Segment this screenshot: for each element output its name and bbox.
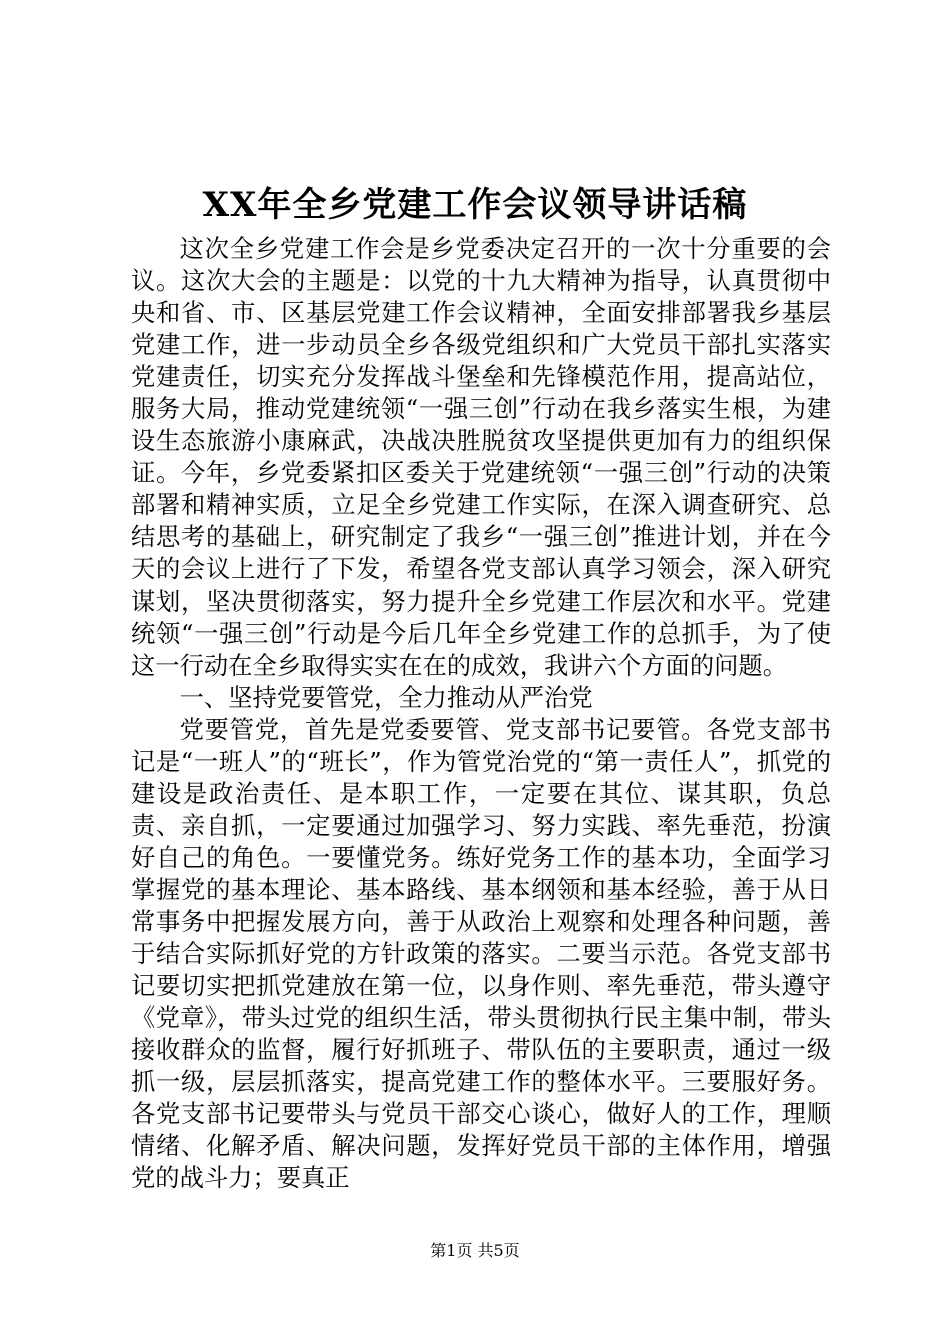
document-body	[131, 233, 831, 1194]
document-title: XX年全乡党建工作会议领导讲话稿	[202, 185, 748, 225]
section-heading-1: 一、坚持党要管党，全力推动从严治党	[179, 682, 593, 712]
paragraph-section-1: 党要管党，首先是党委要管、党支部书记要管。各党支部书记是“一班人”的“班长”，作为管党治党的“第一责任人”，抓党的建设是政治责任、是本职工作，一定要在其位、谋其职，负总责、亲自抓，一定要通过加强学习、努力实践、率先垂范，扮演好自己的角色。一要懂党务。练好党务工作的基本功，全面学习掌握党的基本理论、基本路线、基本纲领和基本经验，善于从日常事务中把握发展方向，善于从政治上观察和处理各种问题，善于结合实际抓好党的方针政策的落实。二要当示范。各党支部书记要切实把抓党建放在第一位，以身作则、率先垂范，带头遵守《党章》，带头过党的组织生活，带头贯彻执行民主集中制，带头接收群众的监督，履行好抓班子、带队伍的主要职责，通过一级抓一级，层层抓落实，提高党建工作的整体水平。三要服好务。各党支部书记要带头与党员干部交心谈心，做好人的工作，理顺情绪、化解矛盾、解决问题，发挥好党员干部的主体作用，增强党的战斗力；要真正	[131, 714, 831, 1193]
paragraph-intro: 这次全乡党建工作会是乡党委决定召开的一次十分重要的会议。这次大会的主题是：以党的十九大精神为指导，认真贯彻中央和省、市、区基层党建工作会议精神，全面安排部署我乡基层党建工作，进一步动员全乡各级党组织和广大党员干部扎实落实党建责任，切实充分发挥战斗堡垒和先锋模范作用，提高站位，服务大局，推动党建统领“一强三创”行动在我乡落实生根，为建设生态旅游小康麻武，决战决胜脱贫攻坚提供更加有力的组织保证。今年，乡党委紧扣区委关于党建统领“一强三创”行动的决策部署和精神实质，立足全乡党建工作实际，在深入调查研究、总结思考的基础上，研究制定了我乡“一强三创”推进计划，并在今天的会议上进行了下发，希望各党支部认真学习领会，深入研究谋划，坚决贯彻落实，努力提升全乡党建工作层次和水平。党建统领“一强三创”行动是今后几年全乡党建工作的总抓手，为了使这一行动在全乡取得实实在在的成效，我讲六个方面的问题。	[131, 234, 831, 680]
page-number-footer: 第1页 共5页	[430, 1241, 520, 1260]
